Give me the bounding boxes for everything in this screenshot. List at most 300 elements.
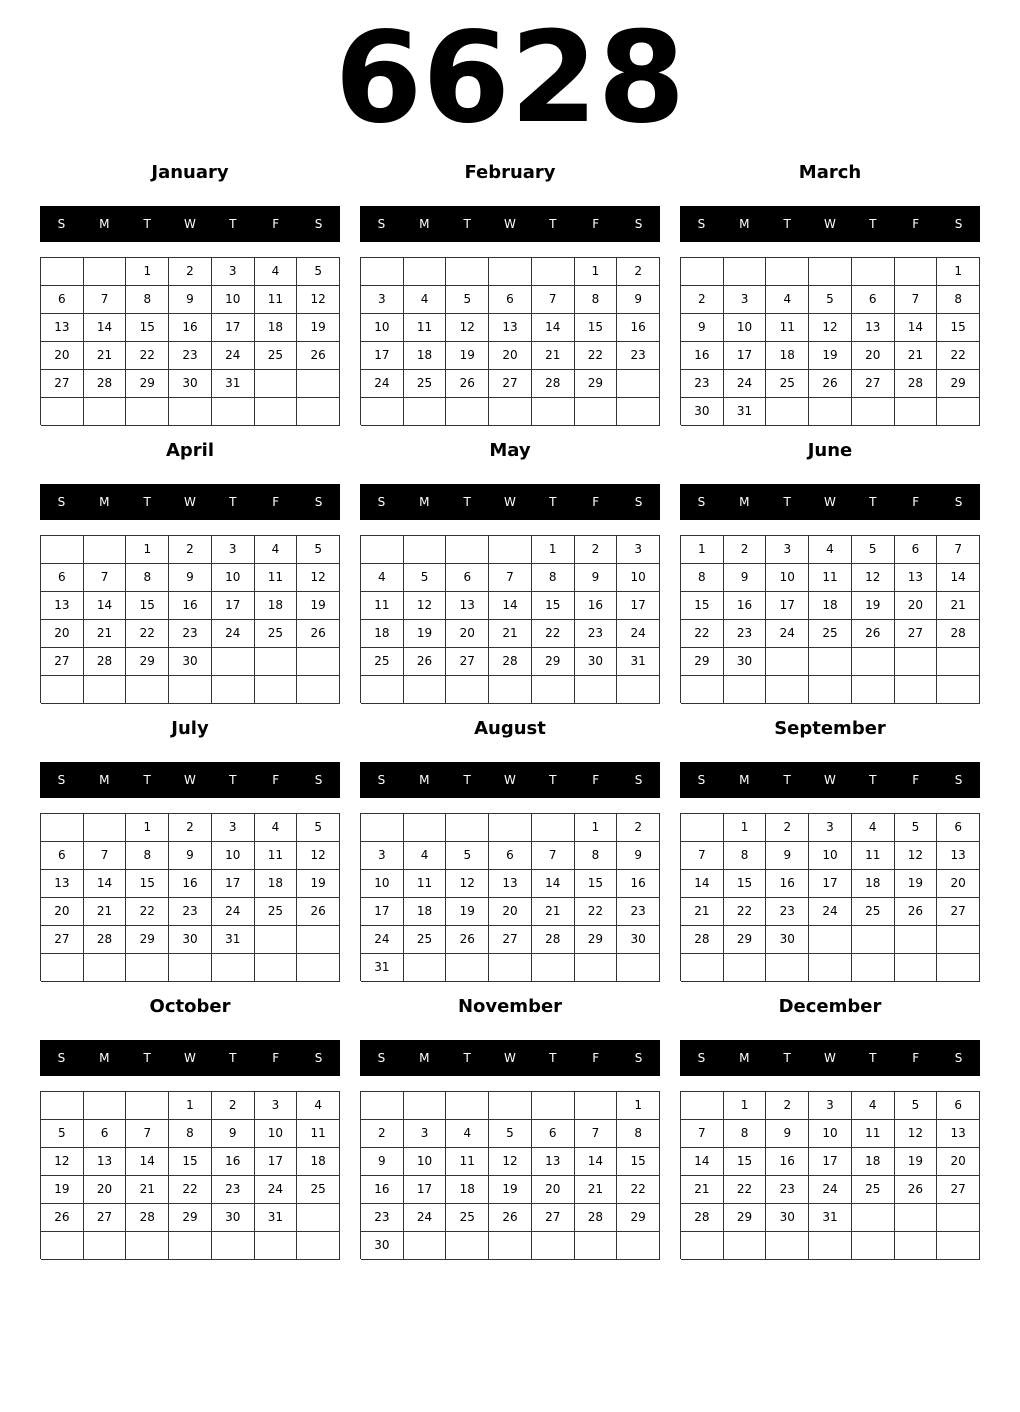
- weekday-label: F: [592, 773, 600, 787]
- day-cell: 13: [937, 842, 980, 870]
- day-cell: 21: [126, 1176, 169, 1204]
- day-cell: 19: [895, 1148, 938, 1176]
- weekday-header: [40, 484, 340, 520]
- weekday-label: T: [869, 495, 877, 509]
- day-cell: [126, 954, 169, 982]
- day-cell: [766, 954, 809, 982]
- weekday-label: S: [57, 1051, 66, 1065]
- day-cell: [895, 926, 938, 954]
- day-cell: 14: [895, 314, 938, 342]
- day-cell: 25: [809, 620, 852, 648]
- day-cell: 14: [575, 1148, 618, 1176]
- month-name: November: [457, 996, 563, 1017]
- day-cell: 8: [126, 564, 169, 592]
- day-cell: [852, 1232, 895, 1260]
- day-cell: 13: [41, 314, 84, 342]
- day-cell: 9: [212, 1120, 255, 1148]
- day-cell: 25: [297, 1176, 340, 1204]
- day-cell: 29: [681, 648, 724, 676]
- day-cell: 7: [895, 286, 938, 314]
- day-cell: 15: [126, 314, 169, 342]
- day-cell: 2: [766, 814, 809, 842]
- day-cell: [255, 926, 298, 954]
- month-name: May: [489, 440, 531, 461]
- weekday-label: T: [229, 495, 237, 509]
- day-cell: 20: [852, 342, 895, 370]
- weekday-label: T: [549, 773, 557, 787]
- day-cell: [84, 398, 127, 426]
- weekday-label: W: [504, 217, 516, 231]
- day-cell: 15: [681, 592, 724, 620]
- day-cell: 31: [212, 370, 255, 398]
- day-cell: [766, 676, 809, 704]
- month-november: [360, 992, 660, 1262]
- day-cell: 13: [852, 314, 895, 342]
- day-cell: 4: [404, 842, 447, 870]
- day-cell: 6: [489, 286, 532, 314]
- day-cell: 1: [724, 814, 767, 842]
- day-cell: 7: [126, 1120, 169, 1148]
- day-cell: 25: [255, 342, 298, 370]
- weekday-label: S: [377, 1051, 386, 1065]
- day-cell: 24: [212, 898, 255, 926]
- day-cell: 20: [937, 1148, 980, 1176]
- month-name: April: [165, 440, 215, 461]
- day-cell: 25: [852, 898, 895, 926]
- day-cell: 22: [532, 620, 575, 648]
- day-cell: [895, 258, 938, 286]
- day-cell: 10: [255, 1120, 298, 1148]
- weekday-label: F: [272, 217, 280, 231]
- day-cell: [361, 814, 404, 842]
- day-cell: 1: [724, 1092, 767, 1120]
- day-cell: [297, 398, 340, 426]
- day-cell: 10: [361, 314, 404, 342]
- day-cell: [617, 370, 660, 398]
- day-cell: 11: [255, 286, 298, 314]
- day-cell: 22: [169, 1176, 212, 1204]
- day-cell: 4: [255, 536, 298, 564]
- day-cell: [446, 814, 489, 842]
- day-cell: 8: [575, 286, 618, 314]
- day-cell: 2: [617, 258, 660, 286]
- day-cell: 3: [809, 1092, 852, 1120]
- day-cell: 9: [169, 842, 212, 870]
- weekday-label: M: [739, 495, 750, 509]
- day-cell: [724, 676, 767, 704]
- day-cell: 26: [446, 926, 489, 954]
- weekday-label: W: [184, 773, 196, 787]
- day-cell: [84, 258, 127, 286]
- day-cell: 29: [724, 1204, 767, 1232]
- day-cell: 2: [724, 536, 767, 564]
- day-cell: 5: [404, 564, 447, 592]
- day-cell: [617, 676, 660, 704]
- day-cell: 24: [809, 1176, 852, 1204]
- weekday-header: [680, 1040, 980, 1076]
- day-cell: [489, 1092, 532, 1120]
- day-cell: 3: [361, 286, 404, 314]
- days-grid: [40, 257, 340, 425]
- day-cell: 3: [724, 286, 767, 314]
- day-cell: 23: [617, 342, 660, 370]
- day-cell: 26: [489, 1204, 532, 1232]
- day-cell: 12: [297, 842, 340, 870]
- day-cell: [84, 1232, 127, 1260]
- weekday-label: S: [57, 495, 66, 509]
- day-cell: 27: [937, 898, 980, 926]
- weekday-header: [40, 762, 340, 798]
- day-cell: 28: [532, 370, 575, 398]
- day-cell: 22: [937, 342, 980, 370]
- day-cell: 8: [617, 1120, 660, 1148]
- day-cell: [41, 676, 84, 704]
- day-cell: 6: [937, 1092, 980, 1120]
- day-cell: [126, 1232, 169, 1260]
- month-name: February: [464, 162, 556, 183]
- day-cell: 17: [212, 314, 255, 342]
- weekday-label: W: [824, 217, 836, 231]
- day-cell: 19: [297, 870, 340, 898]
- day-cell: [404, 258, 447, 286]
- day-cell: 14: [532, 314, 575, 342]
- days-grid: [360, 257, 660, 425]
- day-cell: 6: [446, 564, 489, 592]
- day-cell: [809, 258, 852, 286]
- day-cell: [84, 954, 127, 982]
- day-cell: [446, 398, 489, 426]
- day-cell: [895, 954, 938, 982]
- day-cell: 25: [852, 1176, 895, 1204]
- day-cell: 22: [126, 342, 169, 370]
- day-cell: [489, 1232, 532, 1260]
- day-cell: 15: [724, 1148, 767, 1176]
- weekday-label: F: [272, 773, 280, 787]
- day-cell: [41, 536, 84, 564]
- weekday-label: T: [229, 773, 237, 787]
- day-cell: 24: [361, 926, 404, 954]
- day-cell: 5: [852, 536, 895, 564]
- day-cell: [852, 676, 895, 704]
- day-cell: [446, 258, 489, 286]
- weekday-label: M: [419, 217, 430, 231]
- day-cell: 2: [681, 286, 724, 314]
- days-grid: [360, 813, 660, 981]
- day-cell: 3: [404, 1120, 447, 1148]
- day-cell: [895, 398, 938, 426]
- day-cell: 7: [575, 1120, 618, 1148]
- day-cell: 5: [41, 1120, 84, 1148]
- day-cell: 23: [361, 1204, 404, 1232]
- day-cell: 8: [681, 564, 724, 592]
- day-cell: 10: [809, 842, 852, 870]
- day-cell: 10: [617, 564, 660, 592]
- month-may: [360, 436, 660, 706]
- day-cell: 4: [809, 536, 852, 564]
- weekday-label: S: [57, 217, 66, 231]
- weekday-label: S: [634, 217, 643, 231]
- day-cell: 19: [297, 314, 340, 342]
- day-cell: 9: [361, 1148, 404, 1176]
- day-cell: 23: [681, 370, 724, 398]
- weekday-label: T: [549, 217, 557, 231]
- day-cell: 11: [255, 564, 298, 592]
- weekday-label: W: [824, 495, 836, 509]
- weekday-label: T: [869, 217, 877, 231]
- day-cell: 17: [404, 1176, 447, 1204]
- day-cell: 6: [41, 842, 84, 870]
- day-cell: 29: [126, 648, 169, 676]
- day-cell: [489, 536, 532, 564]
- day-cell: [809, 676, 852, 704]
- day-cell: 30: [681, 398, 724, 426]
- day-cell: 26: [404, 648, 447, 676]
- day-cell: 28: [126, 1204, 169, 1232]
- day-cell: 4: [766, 286, 809, 314]
- day-cell: 16: [617, 870, 660, 898]
- day-cell: [255, 676, 298, 704]
- day-cell: 8: [126, 286, 169, 314]
- day-cell: 16: [169, 592, 212, 620]
- day-cell: 18: [404, 342, 447, 370]
- day-cell: [169, 398, 212, 426]
- day-cell: 12: [446, 314, 489, 342]
- day-cell: 13: [937, 1120, 980, 1148]
- weekday-label: T: [463, 217, 471, 231]
- day-cell: 27: [532, 1204, 575, 1232]
- day-cell: 3: [361, 842, 404, 870]
- weekday-label: S: [314, 773, 323, 787]
- day-cell: 1: [532, 536, 575, 564]
- day-cell: 15: [532, 592, 575, 620]
- day-cell: [724, 1232, 767, 1260]
- weekday-label: F: [592, 1051, 600, 1065]
- month-october: [40, 992, 340, 1262]
- day-cell: 10: [212, 286, 255, 314]
- day-cell: 28: [681, 926, 724, 954]
- day-cell: 1: [126, 258, 169, 286]
- day-cell: [575, 676, 618, 704]
- day-cell: 21: [84, 898, 127, 926]
- day-cell: 20: [489, 898, 532, 926]
- day-cell: 3: [617, 536, 660, 564]
- day-cell: 23: [724, 620, 767, 648]
- day-cell: [446, 536, 489, 564]
- day-cell: 15: [617, 1148, 660, 1176]
- day-cell: [852, 926, 895, 954]
- day-cell: 16: [361, 1176, 404, 1204]
- day-cell: [404, 536, 447, 564]
- weekday-label: M: [419, 495, 430, 509]
- day-cell: 5: [895, 1092, 938, 1120]
- day-cell: 28: [489, 648, 532, 676]
- day-cell: [809, 926, 852, 954]
- day-cell: [404, 398, 447, 426]
- day-cell: 27: [895, 620, 938, 648]
- day-cell: 17: [617, 592, 660, 620]
- day-cell: [681, 1092, 724, 1120]
- day-cell: [937, 926, 980, 954]
- day-cell: 2: [617, 814, 660, 842]
- weekday-label: M: [739, 217, 750, 231]
- day-cell: 14: [84, 314, 127, 342]
- day-cell: 16: [169, 870, 212, 898]
- day-cell: 20: [937, 870, 980, 898]
- day-cell: 24: [404, 1204, 447, 1232]
- day-cell: [532, 814, 575, 842]
- day-cell: 11: [852, 1120, 895, 1148]
- weekday-header: [360, 1040, 660, 1076]
- weekday-label: M: [99, 773, 110, 787]
- day-cell: 26: [297, 620, 340, 648]
- day-cell: 23: [169, 342, 212, 370]
- day-cell: 25: [766, 370, 809, 398]
- day-cell: 3: [212, 814, 255, 842]
- weekday-label: W: [824, 773, 836, 787]
- day-cell: [575, 1232, 618, 1260]
- day-cell: 6: [532, 1120, 575, 1148]
- day-cell: 27: [446, 648, 489, 676]
- day-cell: 24: [766, 620, 809, 648]
- day-cell: 21: [575, 1176, 618, 1204]
- day-cell: 17: [212, 592, 255, 620]
- day-cell: 6: [41, 564, 84, 592]
- weekday-label: W: [504, 773, 516, 787]
- weekday-label: W: [184, 495, 196, 509]
- days-grid: [680, 257, 980, 425]
- day-cell: 11: [446, 1148, 489, 1176]
- weekday-label: S: [954, 495, 963, 509]
- day-cell: 28: [937, 620, 980, 648]
- day-cell: 21: [84, 342, 127, 370]
- day-cell: 30: [169, 648, 212, 676]
- day-cell: [617, 954, 660, 982]
- day-cell: 16: [724, 592, 767, 620]
- day-cell: 29: [575, 370, 618, 398]
- day-cell: 6: [895, 536, 938, 564]
- day-cell: 29: [169, 1204, 212, 1232]
- day-cell: 1: [681, 536, 724, 564]
- days-grid: [40, 1091, 340, 1259]
- day-cell: 24: [255, 1176, 298, 1204]
- day-cell: 3: [212, 258, 255, 286]
- day-cell: 2: [575, 536, 618, 564]
- day-cell: 1: [126, 536, 169, 564]
- day-cell: 5: [297, 814, 340, 842]
- day-cell: 9: [575, 564, 618, 592]
- day-cell: 10: [404, 1148, 447, 1176]
- day-cell: 8: [724, 1120, 767, 1148]
- weekday-header: [360, 206, 660, 242]
- day-cell: [297, 954, 340, 982]
- day-cell: [681, 814, 724, 842]
- weekday-label: T: [463, 1051, 471, 1065]
- day-cell: 21: [681, 898, 724, 926]
- day-cell: 27: [489, 926, 532, 954]
- day-cell: 26: [809, 370, 852, 398]
- day-cell: 20: [41, 898, 84, 926]
- day-cell: 13: [489, 314, 532, 342]
- day-cell: 16: [766, 870, 809, 898]
- day-cell: [681, 1232, 724, 1260]
- weekday-label: F: [272, 1051, 280, 1065]
- weekday-label: F: [912, 217, 920, 231]
- day-cell: 26: [895, 898, 938, 926]
- day-cell: 15: [724, 870, 767, 898]
- day-cell: 19: [41, 1176, 84, 1204]
- day-cell: 4: [404, 286, 447, 314]
- day-cell: 14: [84, 870, 127, 898]
- month-february: [360, 158, 660, 428]
- day-cell: [852, 648, 895, 676]
- day-cell: 31: [361, 954, 404, 982]
- day-cell: [895, 676, 938, 704]
- day-cell: [446, 1232, 489, 1260]
- day-cell: 4: [852, 814, 895, 842]
- day-cell: 18: [404, 898, 447, 926]
- day-cell: [532, 398, 575, 426]
- day-cell: 27: [489, 370, 532, 398]
- day-cell: 29: [617, 1204, 660, 1232]
- day-cell: [212, 648, 255, 676]
- weekday-label: S: [954, 217, 963, 231]
- day-cell: 28: [532, 926, 575, 954]
- day-cell: 1: [937, 258, 980, 286]
- month-name: October: [149, 996, 231, 1017]
- day-cell: 27: [41, 370, 84, 398]
- day-cell: 28: [681, 1204, 724, 1232]
- day-cell: 21: [681, 1176, 724, 1204]
- day-cell: [852, 1204, 895, 1232]
- day-cell: 7: [84, 286, 127, 314]
- weekday-header: [360, 484, 660, 520]
- day-cell: 6: [489, 842, 532, 870]
- weekday-label: T: [143, 495, 151, 509]
- day-cell: 30: [169, 370, 212, 398]
- day-cell: [41, 814, 84, 842]
- day-cell: 22: [575, 342, 618, 370]
- day-cell: 8: [575, 842, 618, 870]
- day-cell: [575, 1092, 618, 1120]
- day-cell: [126, 1092, 169, 1120]
- day-cell: [895, 1232, 938, 1260]
- days-grid: [40, 535, 340, 703]
- day-cell: 12: [446, 870, 489, 898]
- day-cell: [169, 676, 212, 704]
- day-cell: 3: [766, 536, 809, 564]
- days-grid: [680, 813, 980, 981]
- month-june: [680, 436, 980, 706]
- day-cell: 12: [895, 842, 938, 870]
- day-cell: [575, 954, 618, 982]
- day-cell: 17: [361, 898, 404, 926]
- day-cell: 5: [895, 814, 938, 842]
- day-cell: 28: [575, 1204, 618, 1232]
- day-cell: 4: [297, 1092, 340, 1120]
- day-cell: 14: [532, 870, 575, 898]
- weekday-label: T: [549, 495, 557, 509]
- day-cell: 23: [766, 1176, 809, 1204]
- weekday-label: T: [229, 1051, 237, 1065]
- day-cell: 2: [766, 1092, 809, 1120]
- day-cell: 28: [84, 370, 127, 398]
- day-cell: 31: [724, 398, 767, 426]
- weekday-label: T: [143, 217, 151, 231]
- day-cell: [169, 1232, 212, 1260]
- day-cell: 16: [766, 1148, 809, 1176]
- day-cell: [446, 954, 489, 982]
- day-cell: 15: [937, 314, 980, 342]
